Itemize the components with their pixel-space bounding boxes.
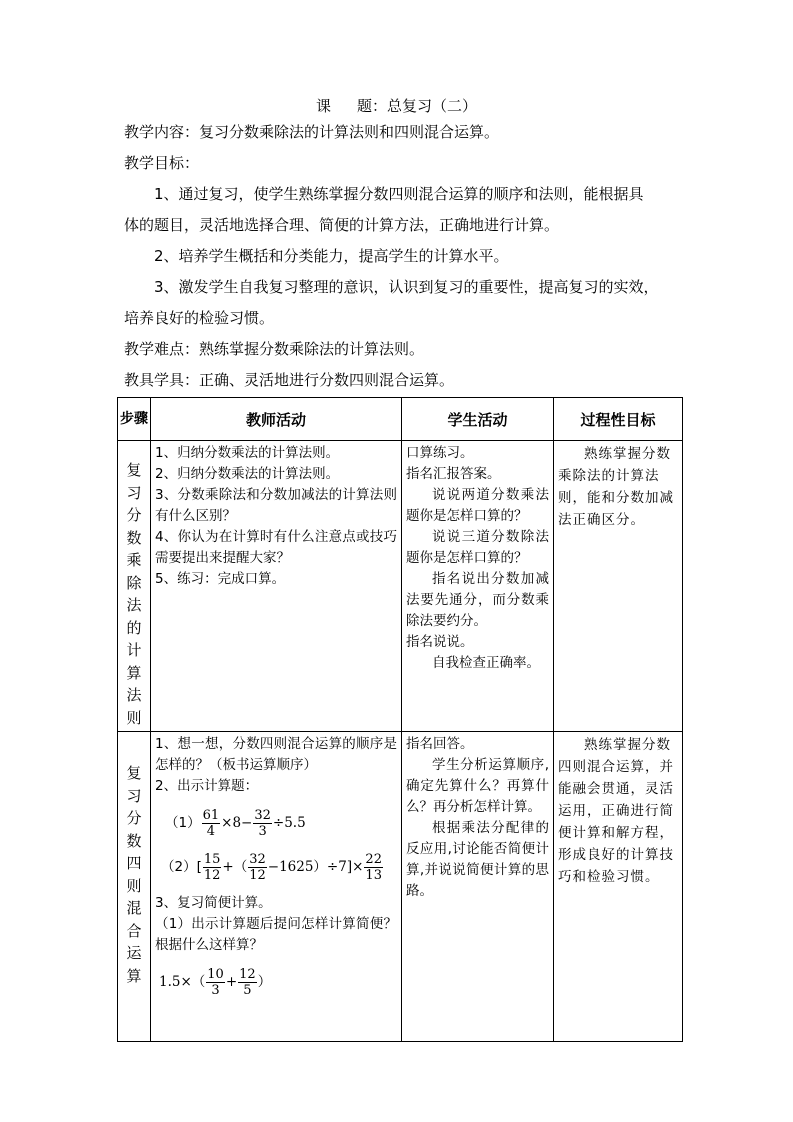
fraction: $\frac{22}{13}$ xyxy=(365,851,382,883)
header-teacher: 教师活动 xyxy=(151,398,402,441)
teaching-content: 教学内容：复习分数乘除法的计算法则和四则混合运算。 xyxy=(124,123,500,141)
title-text: 题：总复习（二） xyxy=(357,97,478,115)
fraction: $\frac{32}{12}$ xyxy=(249,851,266,883)
objectives-label: 教学目标： xyxy=(124,154,200,172)
goal-cell-2: 熟练掌握分数四则混合运算，并能融会贯通，灵活运用，正确进行简便计算和解方程，形成良好的计算技巧和检验习惯。 xyxy=(554,732,683,1042)
step-cell-1: 复 习 分 数 乘 除 法 的 计 算 法 则 xyxy=(118,441,151,732)
title-label: 课 xyxy=(315,97,331,115)
objective-1b: 体的题目，灵活地选择合理、简便的计算方法，正确地进行计算。 xyxy=(124,216,560,234)
teacher-cell-1: 1、归纳分数乘法的计算法则。 2、归纳分数乘法的计算法则。 3、分数乘除法和分数加减法的计算法则有什么区别？ 4、你认为在计算时有什么注意点或技巧需要提出来提醒大家？ 5、练习：完成口算。 xyxy=(151,441,402,732)
fraction: $\frac{61}{4}$ xyxy=(202,807,220,839)
goal-cell-1: 熟练掌握分数乘除法的计算法则，能和分数加减法正确区分。 xyxy=(554,441,683,732)
student-cell-1: 口算练习。 指名汇报答案。 说说两道分数乘法题你是怎样口算的？ 说说三道分数除法题你是怎样口算的？ 指名说出分数加减法要先通分，而分数乘除法要约分。 指名说说。 自我检查正确率。 xyxy=(402,441,554,732)
objective-2: 2、培养学生概括和分类能力，提高学生的计算水平。 xyxy=(154,247,509,265)
lesson-plan-table xyxy=(117,397,683,1042)
header-goal: 过程性目标 xyxy=(554,398,683,441)
table-row xyxy=(118,441,683,732)
student-cell-2: 指名回答。 学生分析运算顺序,确定先算什么？再算什么？再分析怎样计算。 根据乘法分配律的反应用,讨论能否简便计算,并说说简便计算的思路。 xyxy=(402,732,554,1042)
teacher-cell-2: 1、想一想，分数四则混合运算的顺序是怎样的？（板书运算顺序） 2、出示计算题： （1） $\frac{61}{4}$ ×8− $\frac{32}{3}$ ÷5.5 （2）[ $\frac{15}{12}$ +（ $\frac{32}{12}$ −1625）÷7]× $\frac{22}{13}$ 3、复习简便计算。 （1）出示计算题后提问怎样计算简便？根据什么这样算？ 1.5×（ $\frac{10}{3}$ + $\frac{12}{5}$ ） xyxy=(151,732,402,1042)
teaching-difficulty: 教学难点：熟练掌握分数乘除法的计算法则。 xyxy=(124,340,425,358)
step-cell-2: 复 习 分 数 四 则 混 合 运 算 xyxy=(118,732,151,1042)
lesson-title xyxy=(0,95,793,116)
teaching-tools: 教具学具：正确、灵活地进行分数四则混合运算。 xyxy=(124,371,455,389)
table-row xyxy=(118,732,683,1042)
objective-1a: 1、通过复习，使学生熟练掌握分数四则混合运算的顺序和法则，能根据具 xyxy=(154,185,644,203)
header-step: 步骤 xyxy=(118,398,151,441)
fraction: $\frac{10}{3}$ xyxy=(207,966,224,998)
expression-1: （1） $\frac{61}{4}$ ×8− $\frac{32}{3}$ ÷5.5 xyxy=(165,807,306,839)
lesson-intro xyxy=(124,117,684,396)
fraction: $\frac{32}{3}$ xyxy=(254,807,271,839)
table-header-row xyxy=(118,398,683,441)
fraction: $\frac{15}{12}$ xyxy=(203,851,221,883)
expression-3: 1.5×（ $\frac{10}{3}$ + $\frac{12}{5}$ ） xyxy=(159,966,272,998)
fraction: $\frac{12}{5}$ xyxy=(239,966,256,998)
objective-3b: 培养良好的检验习惯。 xyxy=(124,309,275,327)
objective-3a: 3、激发学生自我复习整理的意识，认识到复习的重要性，提高复习的实效， xyxy=(154,278,659,296)
expression-2: （2）[ $\frac{15}{12}$ +（ $\frac{32}{12}$ −1625）÷7]× $\frac{22}{13}$ xyxy=(161,851,382,883)
header-student: 学生活动 xyxy=(402,398,554,441)
